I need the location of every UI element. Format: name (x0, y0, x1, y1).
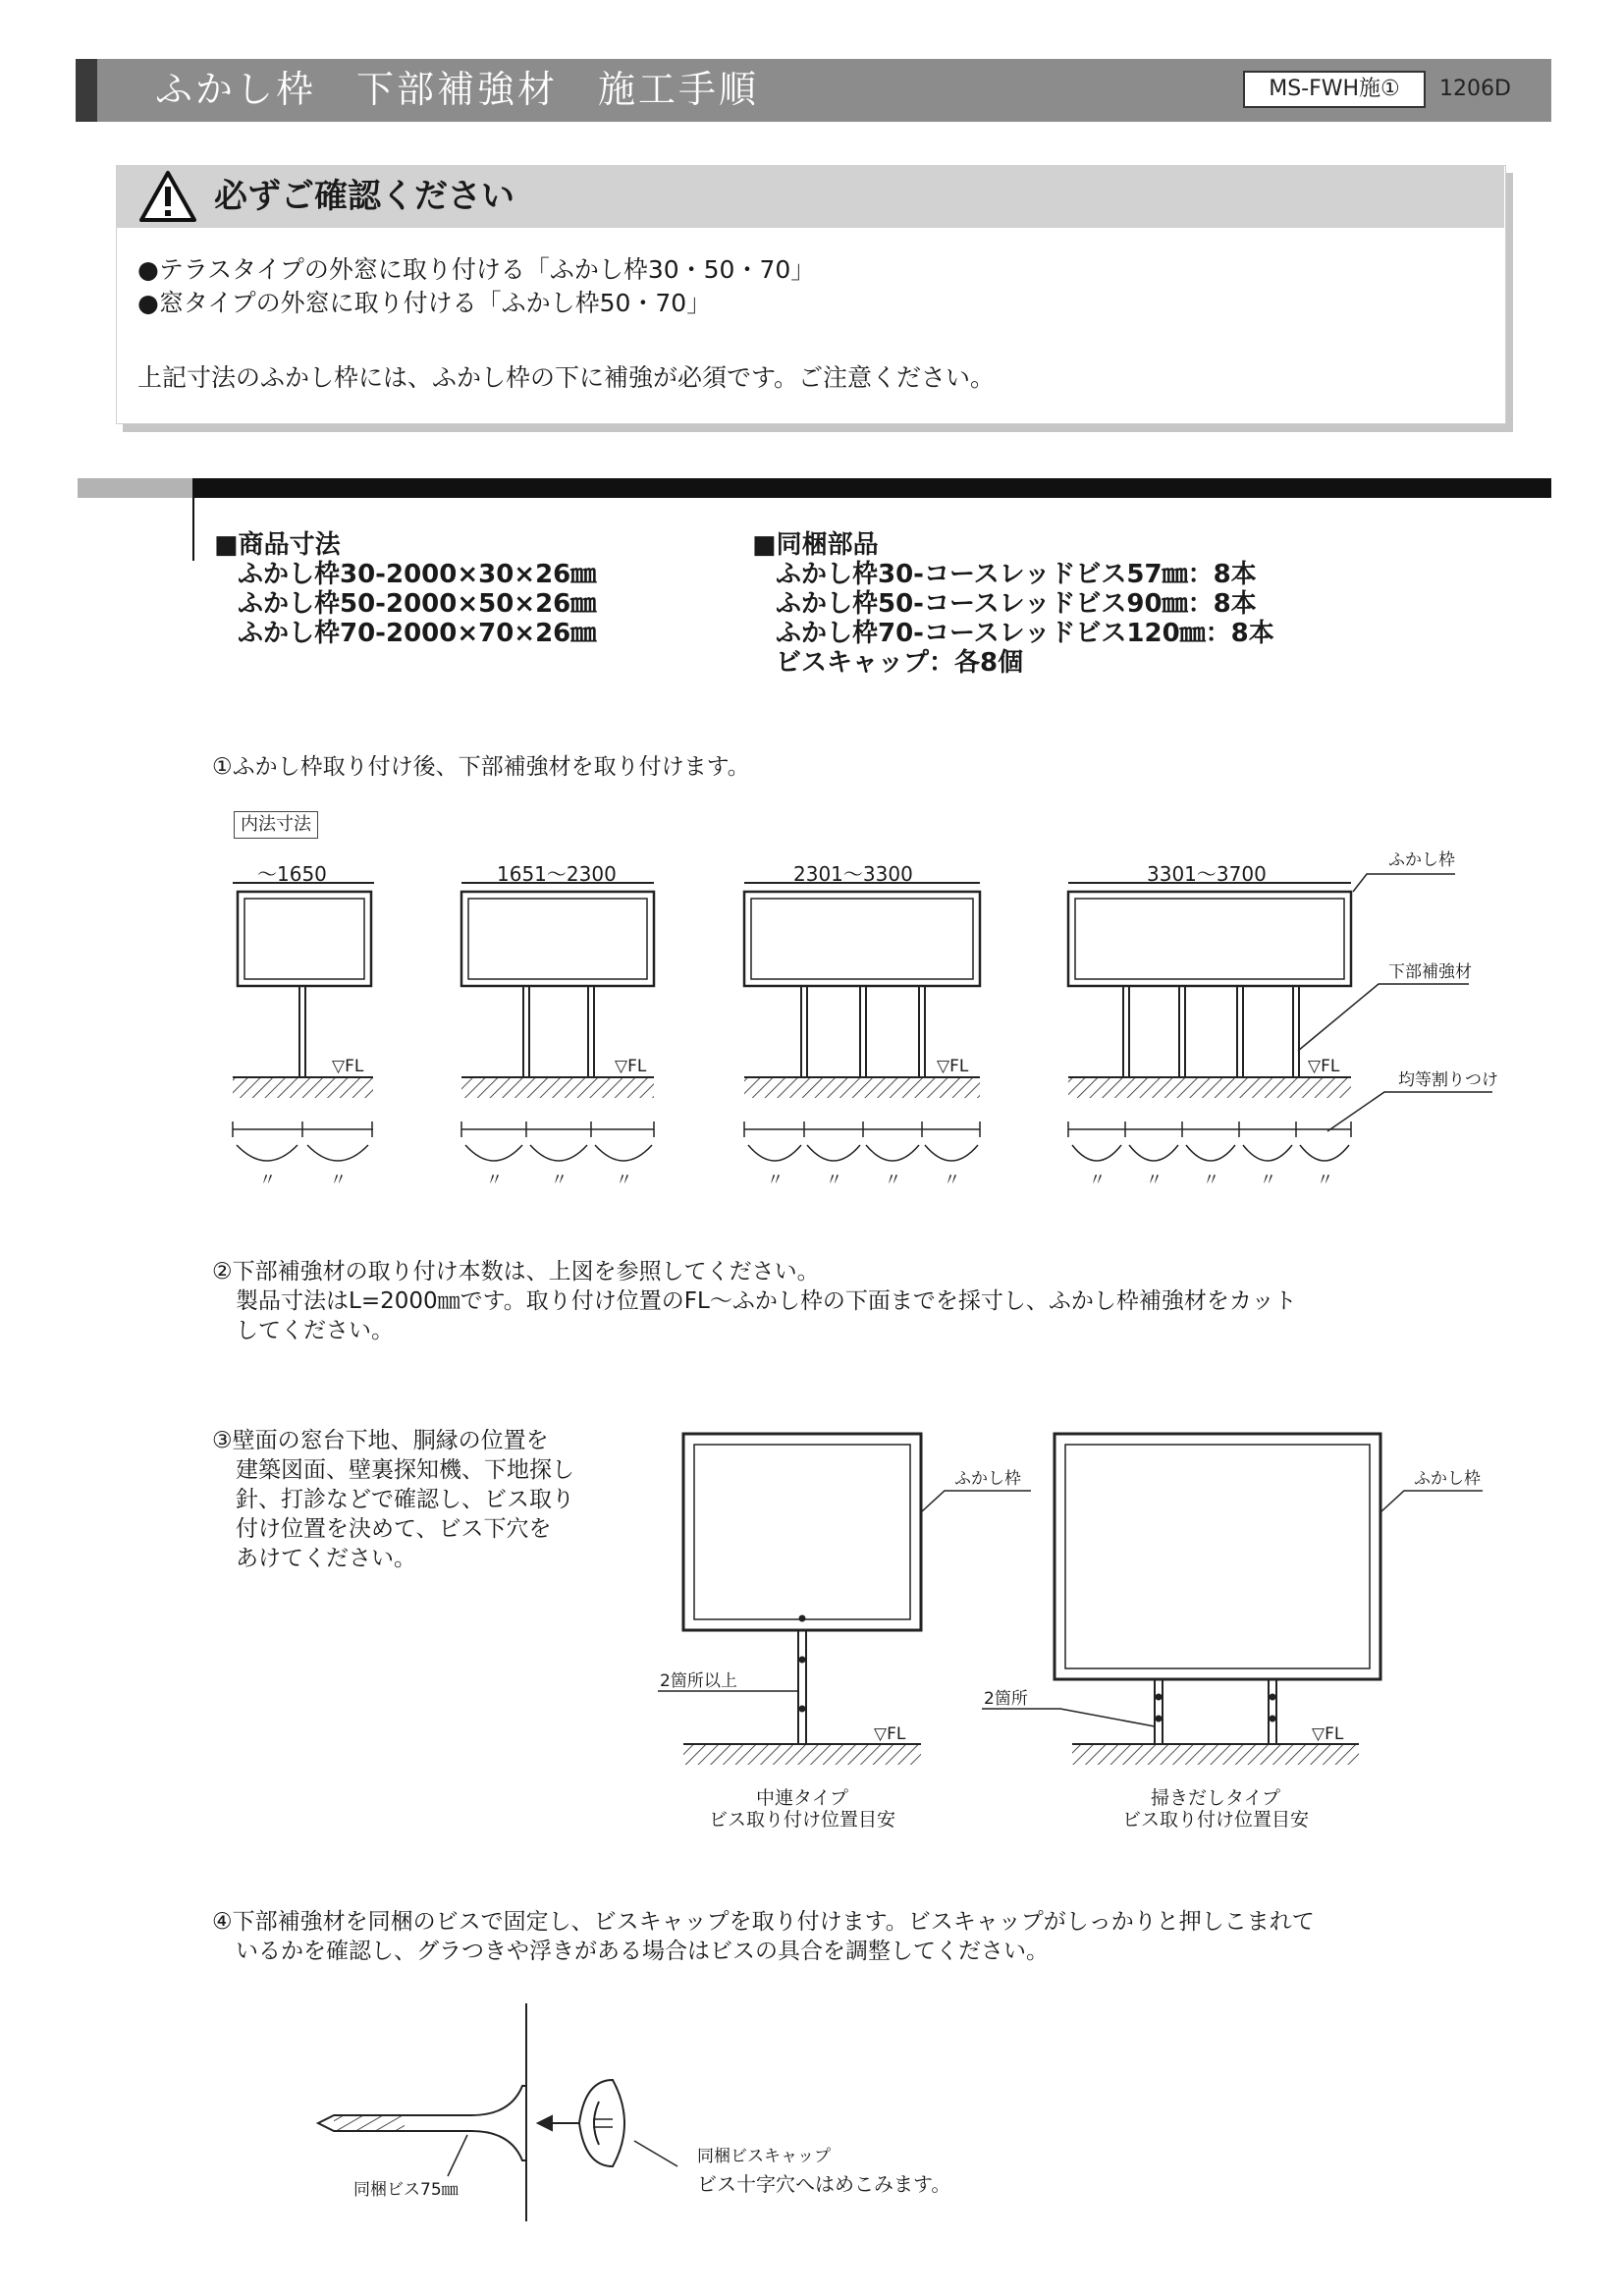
header-stripe (76, 59, 97, 122)
label-reinforce: 下部補強材 (1388, 962, 1472, 982)
fl-label-3: ▽FL (937, 1057, 969, 1076)
step3-left-caption-1: 中連タイプ (755, 1787, 849, 1809)
step3-line-2: 建築図面、壁裏探知機、下地探し (236, 1457, 574, 1483)
layout-3700 (1068, 883, 1351, 1161)
step3-right-points: 2箇所 (984, 1689, 1028, 1709)
step2-line-1: ②下部補強材の取り付け本数は、上図を参照してください。 (212, 1259, 820, 1285)
cap-label: 同梱ビスキャップ (697, 2147, 831, 2166)
step3-line-1: ③壁面の窓台下地、胴縁の位置を (212, 1428, 549, 1453)
notice-note: 上記寸法のふかし枠には、ふかし枠の下に補強が必須です。ご注意ください。 (137, 363, 996, 392)
step3-fl-right: ▽FL (1312, 1724, 1344, 1744)
equal-mark: 〃 (767, 1171, 784, 1190)
document-code: MS-FWH施① (1243, 71, 1426, 108)
step1-text: ①ふかし枠取り付け後、下部補強材を取り付けます。 (212, 754, 750, 780)
step3-left-points: 2箇所以上 (660, 1671, 737, 1691)
notice-bullet-1: ●テラスタイプの外窓に取り付ける「ふかし枠30・50・70」 (137, 255, 816, 284)
label-frame: ふかし枠 (1388, 850, 1455, 870)
cap-note: ビス十字穴へはめこみます。 (697, 2172, 951, 2196)
label-equal: 均等割りつけ (1398, 1070, 1498, 1090)
equal-mark: 〃 (826, 1171, 842, 1190)
section-rule-black (193, 478, 1551, 498)
layout-3300 (744, 883, 980, 1161)
parts-item-2: ふかし枠50-コースレッドビス90㎜：8本 (776, 589, 1257, 619)
step3-right-caption-2: ビス取り付け位置目安 (1121, 1809, 1309, 1831)
equal-mark: 〃 (944, 1171, 960, 1190)
step3-line-4: 付け位置を決めて、ビス下穴を (236, 1516, 552, 1542)
parts-item-3: ふかし枠70-コースレッドビス120㎜：8本 (776, 619, 1274, 648)
equal-mark: 〃 (1317, 1171, 1333, 1190)
dims-title: ■商品寸法 (214, 530, 341, 560)
step3-right-caption-1: 掃きだしタイプ (1150, 1787, 1281, 1809)
page-title: ふかし枠 下部補強材 施工手順 (155, 68, 760, 111)
step3-left-caption-2: ビス取り付け位置目安 (708, 1809, 895, 1831)
parts-item-1: ふかし枠30-コースレッドビス57㎜：8本 (776, 560, 1257, 589)
parts-item-4: ビスキャップ：各8個 (776, 648, 1024, 678)
range-label-2: 1651～2300 (497, 862, 617, 886)
range-label-4: 3301～3700 (1147, 862, 1267, 886)
equal-mark: 〃 (885, 1171, 901, 1190)
equal-mark: 〃 (1203, 1171, 1219, 1190)
notice-title: 必ずご確認ください (214, 177, 514, 216)
range-label-3: 2301～3300 (793, 862, 913, 886)
dims-item-1: ふかし枠30-2000×30×26㎜ (238, 560, 597, 589)
document-revision: 1206D (1439, 77, 1511, 101)
step3-line-5: あけてください。 (236, 1546, 416, 1571)
step3-diagram (0, 1414, 1623, 1787)
equal-mark: 〃 (1146, 1171, 1163, 1190)
section-rule-vline (192, 478, 194, 561)
equal-mark: 〃 (259, 1171, 276, 1190)
section-rule-grey (78, 478, 193, 498)
equal-mark: 〃 (551, 1171, 568, 1190)
range-label-1: ～1650 (257, 862, 327, 886)
screw-label: 同梱ビス75㎜ (353, 2180, 459, 2200)
step1-diagram (0, 845, 1623, 1198)
equal-mark: 〃 (330, 1171, 347, 1190)
layout-1650 (233, 883, 374, 1161)
step4-diagram (0, 1994, 1623, 2249)
step4-line-1: ④下部補強材を同梱のビスで固定し、ビスキャップを取り付けます。ビスキャップがしっかりと押しこまれて (212, 1909, 1315, 1935)
parts-title: ■同梱部品 (752, 530, 879, 560)
warning-icon (137, 169, 198, 224)
step2-line-3: してください。 (236, 1318, 394, 1343)
equal-mark: 〃 (486, 1171, 503, 1190)
step4-line-2: いるかを確認し、グラつきや浮きがある場合はビスの具合を調整してください。 (236, 1939, 1049, 1964)
step3-right-frame-label: ふかし枠 (1414, 1469, 1481, 1489)
step1-box-label: 内法寸法 (234, 811, 318, 839)
fl-label-2: ▽FL (615, 1057, 647, 1076)
dims-item-3: ふかし枠70-2000×70×26㎜ (238, 619, 597, 648)
equal-mark: 〃 (616, 1171, 632, 1190)
step3-left-frame-label: ふかし枠 (954, 1469, 1021, 1489)
fl-label-4: ▽FL (1308, 1057, 1340, 1076)
dims-item-2: ふかし枠50-2000×50×26㎜ (238, 589, 597, 619)
equal-mark: 〃 (1089, 1171, 1106, 1190)
notice-bullet-2: ●窓タイプの外窓に取り付ける「ふかし枠50・70」 (137, 289, 712, 317)
step3-line-3: 針、打診などで確認し、ビス取り (236, 1487, 574, 1512)
equal-mark: 〃 (1260, 1171, 1276, 1190)
fl-label-1: ▽FL (332, 1057, 364, 1076)
step3-fl-left: ▽FL (874, 1724, 906, 1744)
layout-2300 (461, 883, 654, 1161)
step2-line-2: 製品寸法はL=2000㎜です。取り付け位置のFL～ふかし枠の下面までを採寸し、ふかし枠補強材をカット (236, 1288, 1297, 1314)
